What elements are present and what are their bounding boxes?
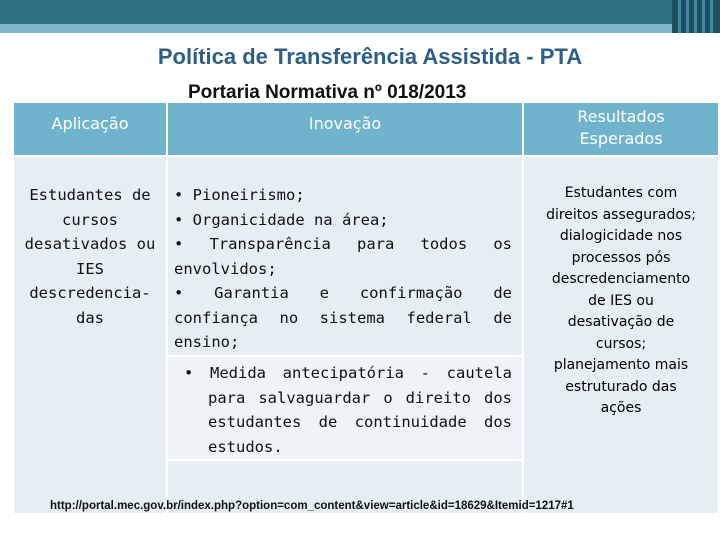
list-item: • Organicidade na área; bbox=[174, 210, 389, 229]
top-decorative-stripe bbox=[0, 24, 720, 33]
header-label: Resultados bbox=[577, 107, 665, 126]
inovacao-list-2 bbox=[184, 361, 512, 459]
list-item-continued: estudos. bbox=[208, 437, 283, 456]
text-line: desativação de bbox=[567, 314, 675, 330]
text-line: desativados ou bbox=[24, 235, 156, 253]
column-header-resultados bbox=[524, 103, 718, 155]
aplicacao-text bbox=[14, 183, 166, 330]
list-item-continued: ensino; bbox=[174, 333, 240, 351]
column-header-aplicacao bbox=[14, 103, 166, 155]
corner-decoration bbox=[672, 0, 720, 33]
text-line: IES bbox=[76, 259, 104, 278]
text-line: processos pós bbox=[571, 249, 671, 266]
text-line: cursos bbox=[62, 210, 118, 229]
header-label: Inovação bbox=[308, 114, 382, 133]
page-title: Política de Transferência Assistida - PTA bbox=[157, 44, 583, 69]
text-line: Estudantes de bbox=[29, 186, 151, 204]
list-item: • Transparência para todos os bbox=[174, 235, 512, 253]
column-inovacao bbox=[168, 103, 522, 513]
text-line: Estudantes com bbox=[564, 185, 678, 201]
list-item-continued: confiança no sistema federal de bbox=[174, 308, 512, 327]
list-item: • Garantia e confirmação de bbox=[174, 284, 512, 302]
resultados-text bbox=[524, 183, 718, 420]
column-header-inovacao bbox=[168, 103, 522, 155]
header-label: Esperados bbox=[579, 128, 663, 148]
text-line: das bbox=[76, 308, 104, 327]
text-line: planejamento mais bbox=[553, 357, 689, 373]
text-line: estruturado das bbox=[565, 378, 677, 395]
text-line: direitos assegurados; bbox=[546, 206, 696, 223]
column-aplicacao bbox=[14, 103, 166, 513]
source-link[interactable]: http://portal.mec.gov.br/index.php?option=com_content&view=article&id=18629&Itemid=1217#1 bbox=[50, 500, 574, 512]
page-subtitle: Portaria Normativa nº 018/2013 bbox=[188, 82, 467, 103]
text-line: descredencia- bbox=[29, 284, 151, 302]
list-item: • Pioneirismo; bbox=[174, 186, 305, 204]
text-line: dialogicidade nos bbox=[559, 228, 683, 244]
list-item: • Medida antecipatória - cautela bbox=[184, 364, 512, 382]
list-item-continued: envolvidos; bbox=[174, 259, 277, 278]
column-resultados bbox=[524, 103, 718, 513]
text-line: de IES ou bbox=[588, 292, 654, 309]
inovacao-list bbox=[174, 183, 512, 355]
list-item-continued: para salvaguardar o direito dos bbox=[208, 388, 512, 407]
text-line: cursos; bbox=[595, 335, 647, 352]
list-item-continued: estudantes de continuidade dos bbox=[208, 413, 512, 431]
top-decorative-bar bbox=[0, 0, 720, 24]
info-table bbox=[14, 103, 718, 513]
text-line: ações bbox=[600, 400, 642, 416]
text-line: descredenciamento bbox=[551, 271, 691, 287]
header-label: Aplicação bbox=[51, 114, 129, 133]
